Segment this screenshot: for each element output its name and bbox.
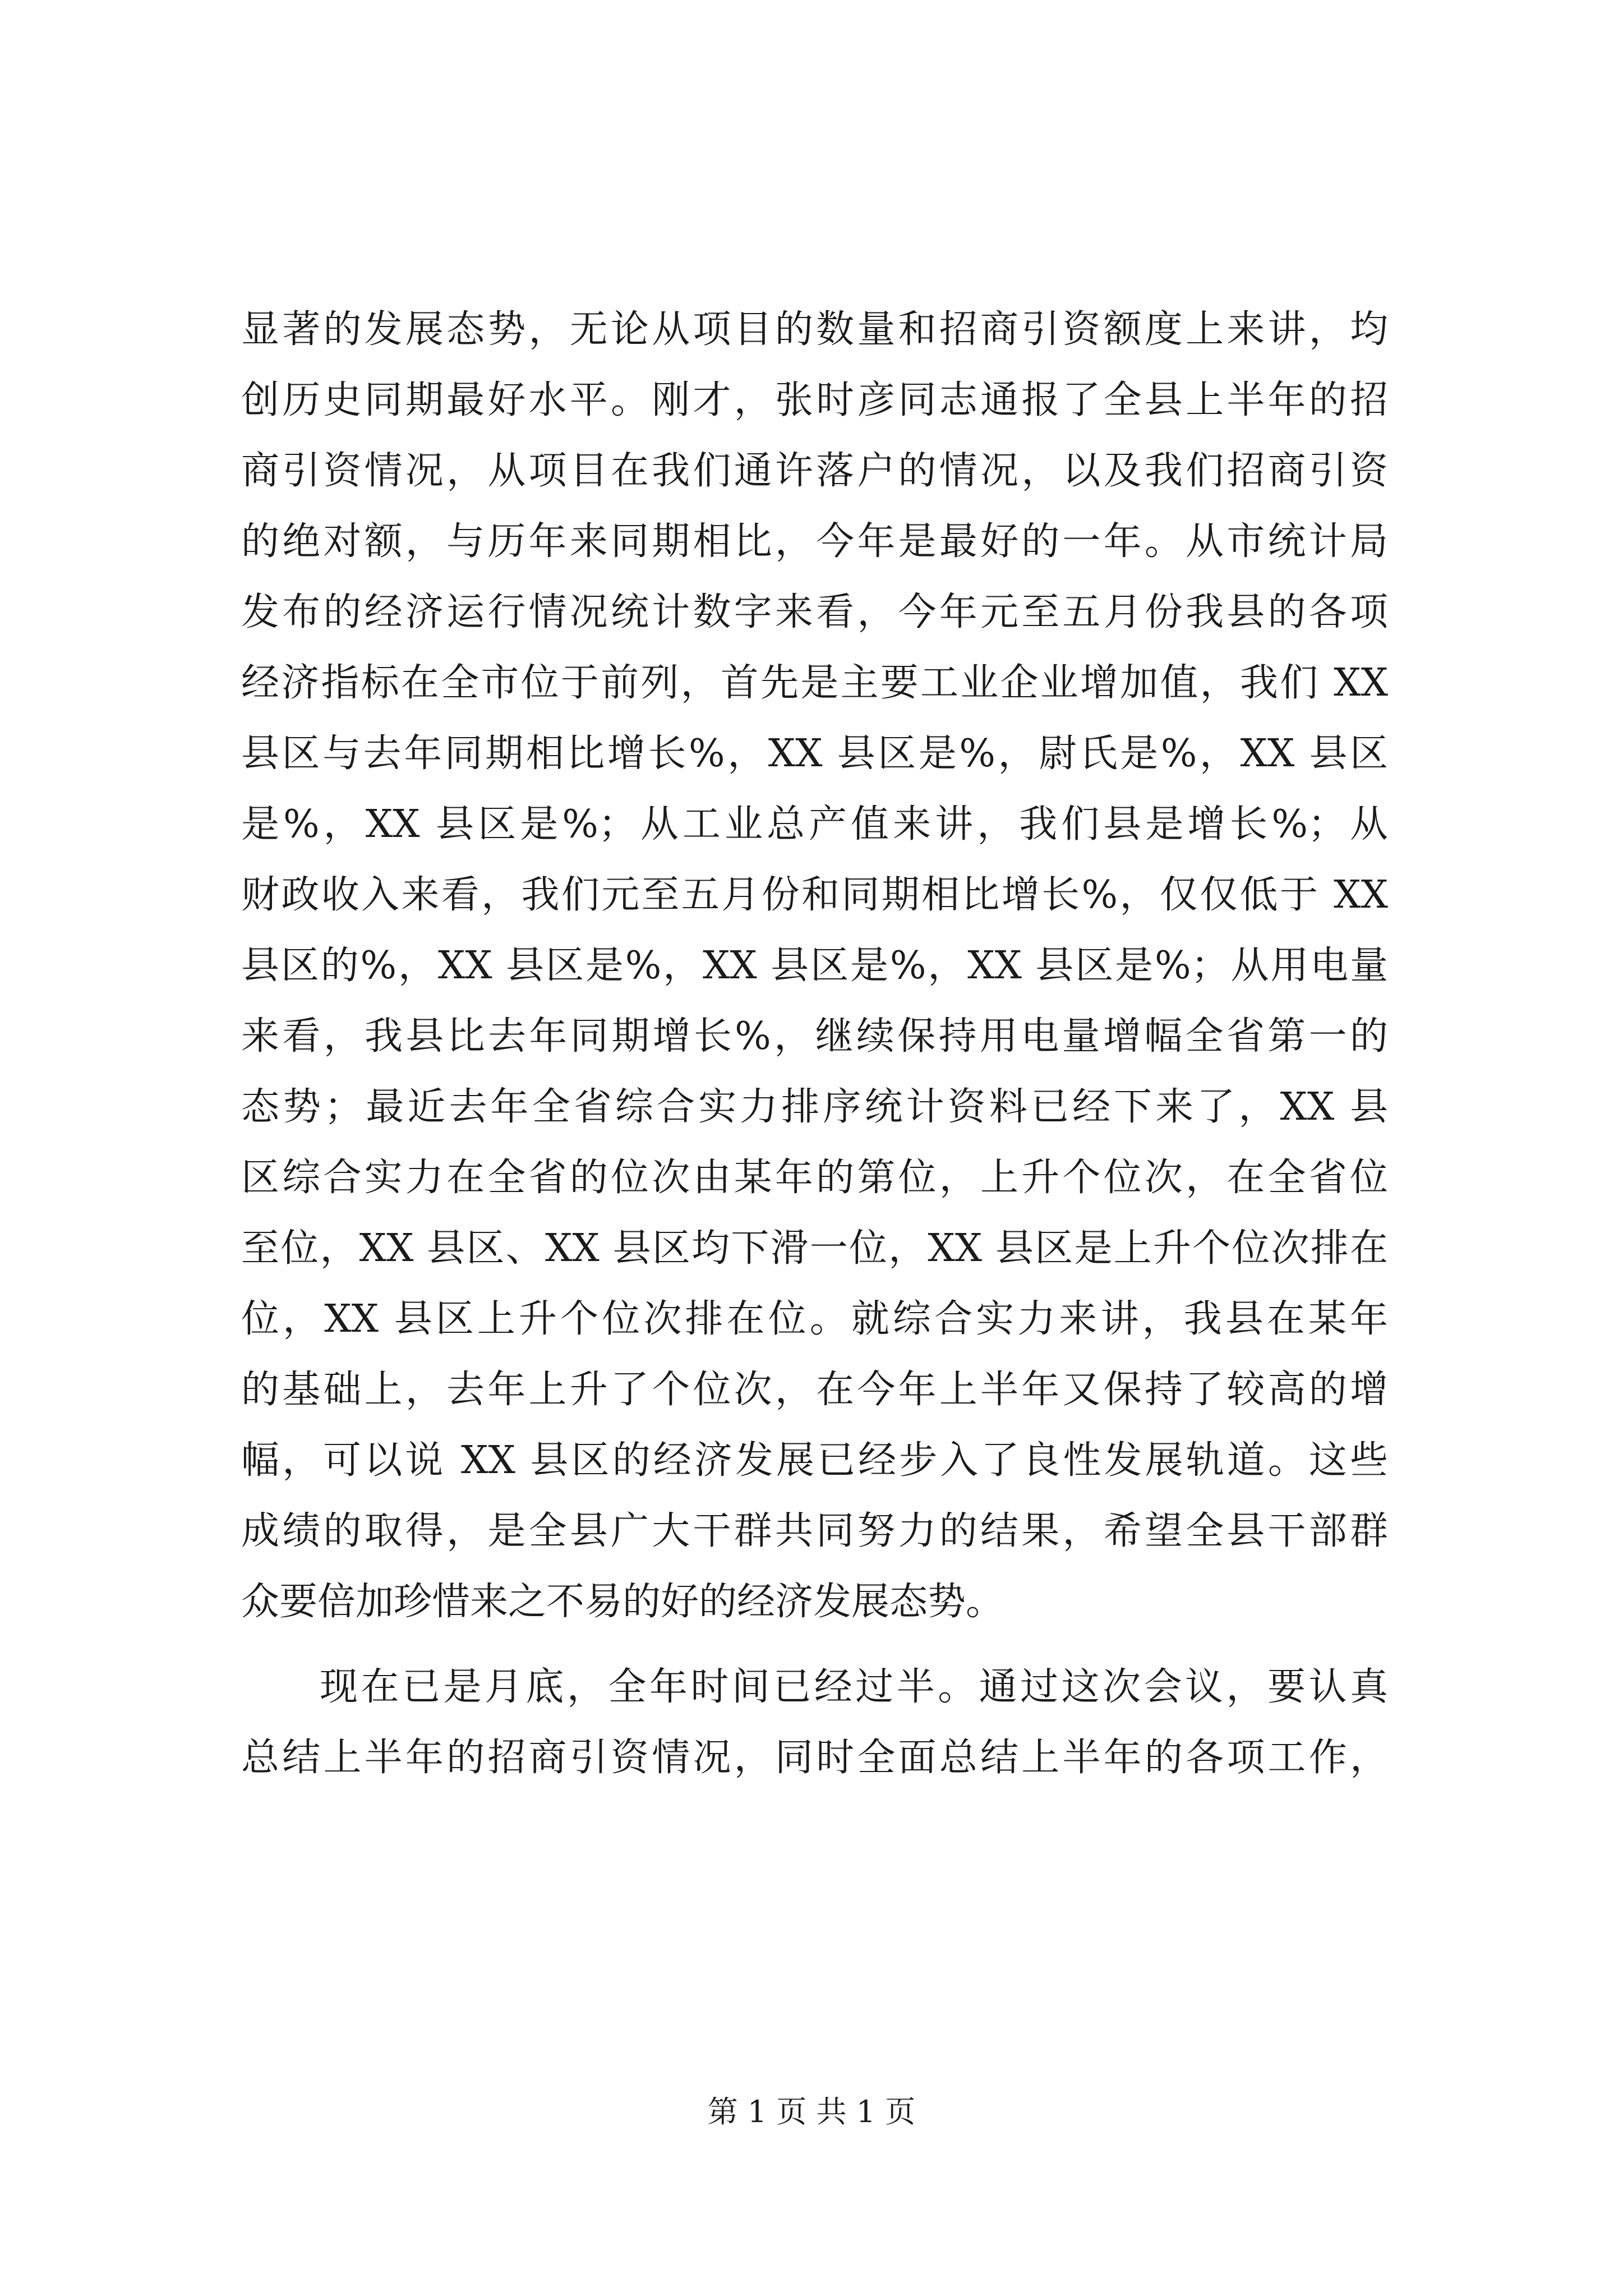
text-line: 发布的经济运行情况统计数字来看，今年元至五月份我县的各项 — [241, 590, 1388, 634]
text-line: 区综合实力在全省的位次由某年的第位，上升个位次，在全省位 — [241, 1156, 1388, 1200]
text-line: 总结上半年的招商引资情况，同时全面总结上半年的各项工作， — [241, 1736, 1388, 1780]
text-line: 商引资情况，从项目在我们通许落户的情况，以及我们招商引资 — [241, 449, 1388, 493]
paragraph-gap — [241, 1637, 1388, 1652]
text-line: 至位，XX 县区、XX 县区均下滑一位，XX 县区是上升个位次排在 — [241, 1226, 1388, 1271]
text-line: 位，XX 县区上升个位次排在位。就综合实力来讲，我县在某年 — [241, 1297, 1388, 1341]
document-body — [241, 295, 1388, 1793]
text-line: 县区与去年同期相比增长%，XX 县区是%，尉氏是%，XX 县区 — [241, 731, 1388, 776]
text-line: 的绝对额，与历年来同期相比，今年是最好的一年。从市统计局 — [241, 519, 1388, 564]
text-line: 县区的%，XX 县区是%，XX 县区是%，XX 县区是%；从用电量 — [241, 944, 1388, 988]
text-line: 现在已是月底，全年时间已经过半。通过这次会议，要认真 — [320, 1665, 1388, 1709]
text-line: 来看，我县比去年同期增长%，继续保持用电量增幅全省第一的 — [241, 1014, 1388, 1059]
text-line: 经济指标在全市位于前列，首先是主要工业企业增加值，我们 XX — [241, 661, 1388, 705]
text-line: 态势；最近去年全省综合实力排序统计资料已经下来了，XX 县 — [241, 1085, 1388, 1129]
text-line: 显著的发展态势，无论从项目的数量和招商引资额度上来讲，均 — [241, 307, 1388, 352]
text-line: 财政收入来看，我们元至五月份和同期相比增长%，仅仅低于 XX — [241, 873, 1388, 917]
paragraph-2 — [241, 1652, 1388, 1793]
text-line: 众要倍加珍惜来之不易的好的经济发展态势。 — [241, 1580, 1004, 1624]
page-footer — [0, 2092, 1623, 2132]
text-line: 创历史同期最好水平。刚才，张时彦同志通报了全县上半年的招 — [241, 378, 1388, 422]
text-line: 幅，可以说 XX 县区的经济发展已经步入了良性发展轨道。这些 — [241, 1438, 1388, 1483]
text-line: 的基础上，去年上升了个位次，在今年上半年又保持了较高的增 — [241, 1368, 1388, 1412]
text-line: 是%，XX 县区是%；从工业总产值来讲，我们县是增长%；从 — [241, 802, 1388, 846]
page-number: 第 1 页 共 1 页 — [707, 2094, 916, 2129]
text-line: 成绩的取得，是全县广大干群共同努力的结果，希望全县干部群 — [241, 1509, 1388, 1553]
paragraph-1 — [241, 295, 1388, 1637]
